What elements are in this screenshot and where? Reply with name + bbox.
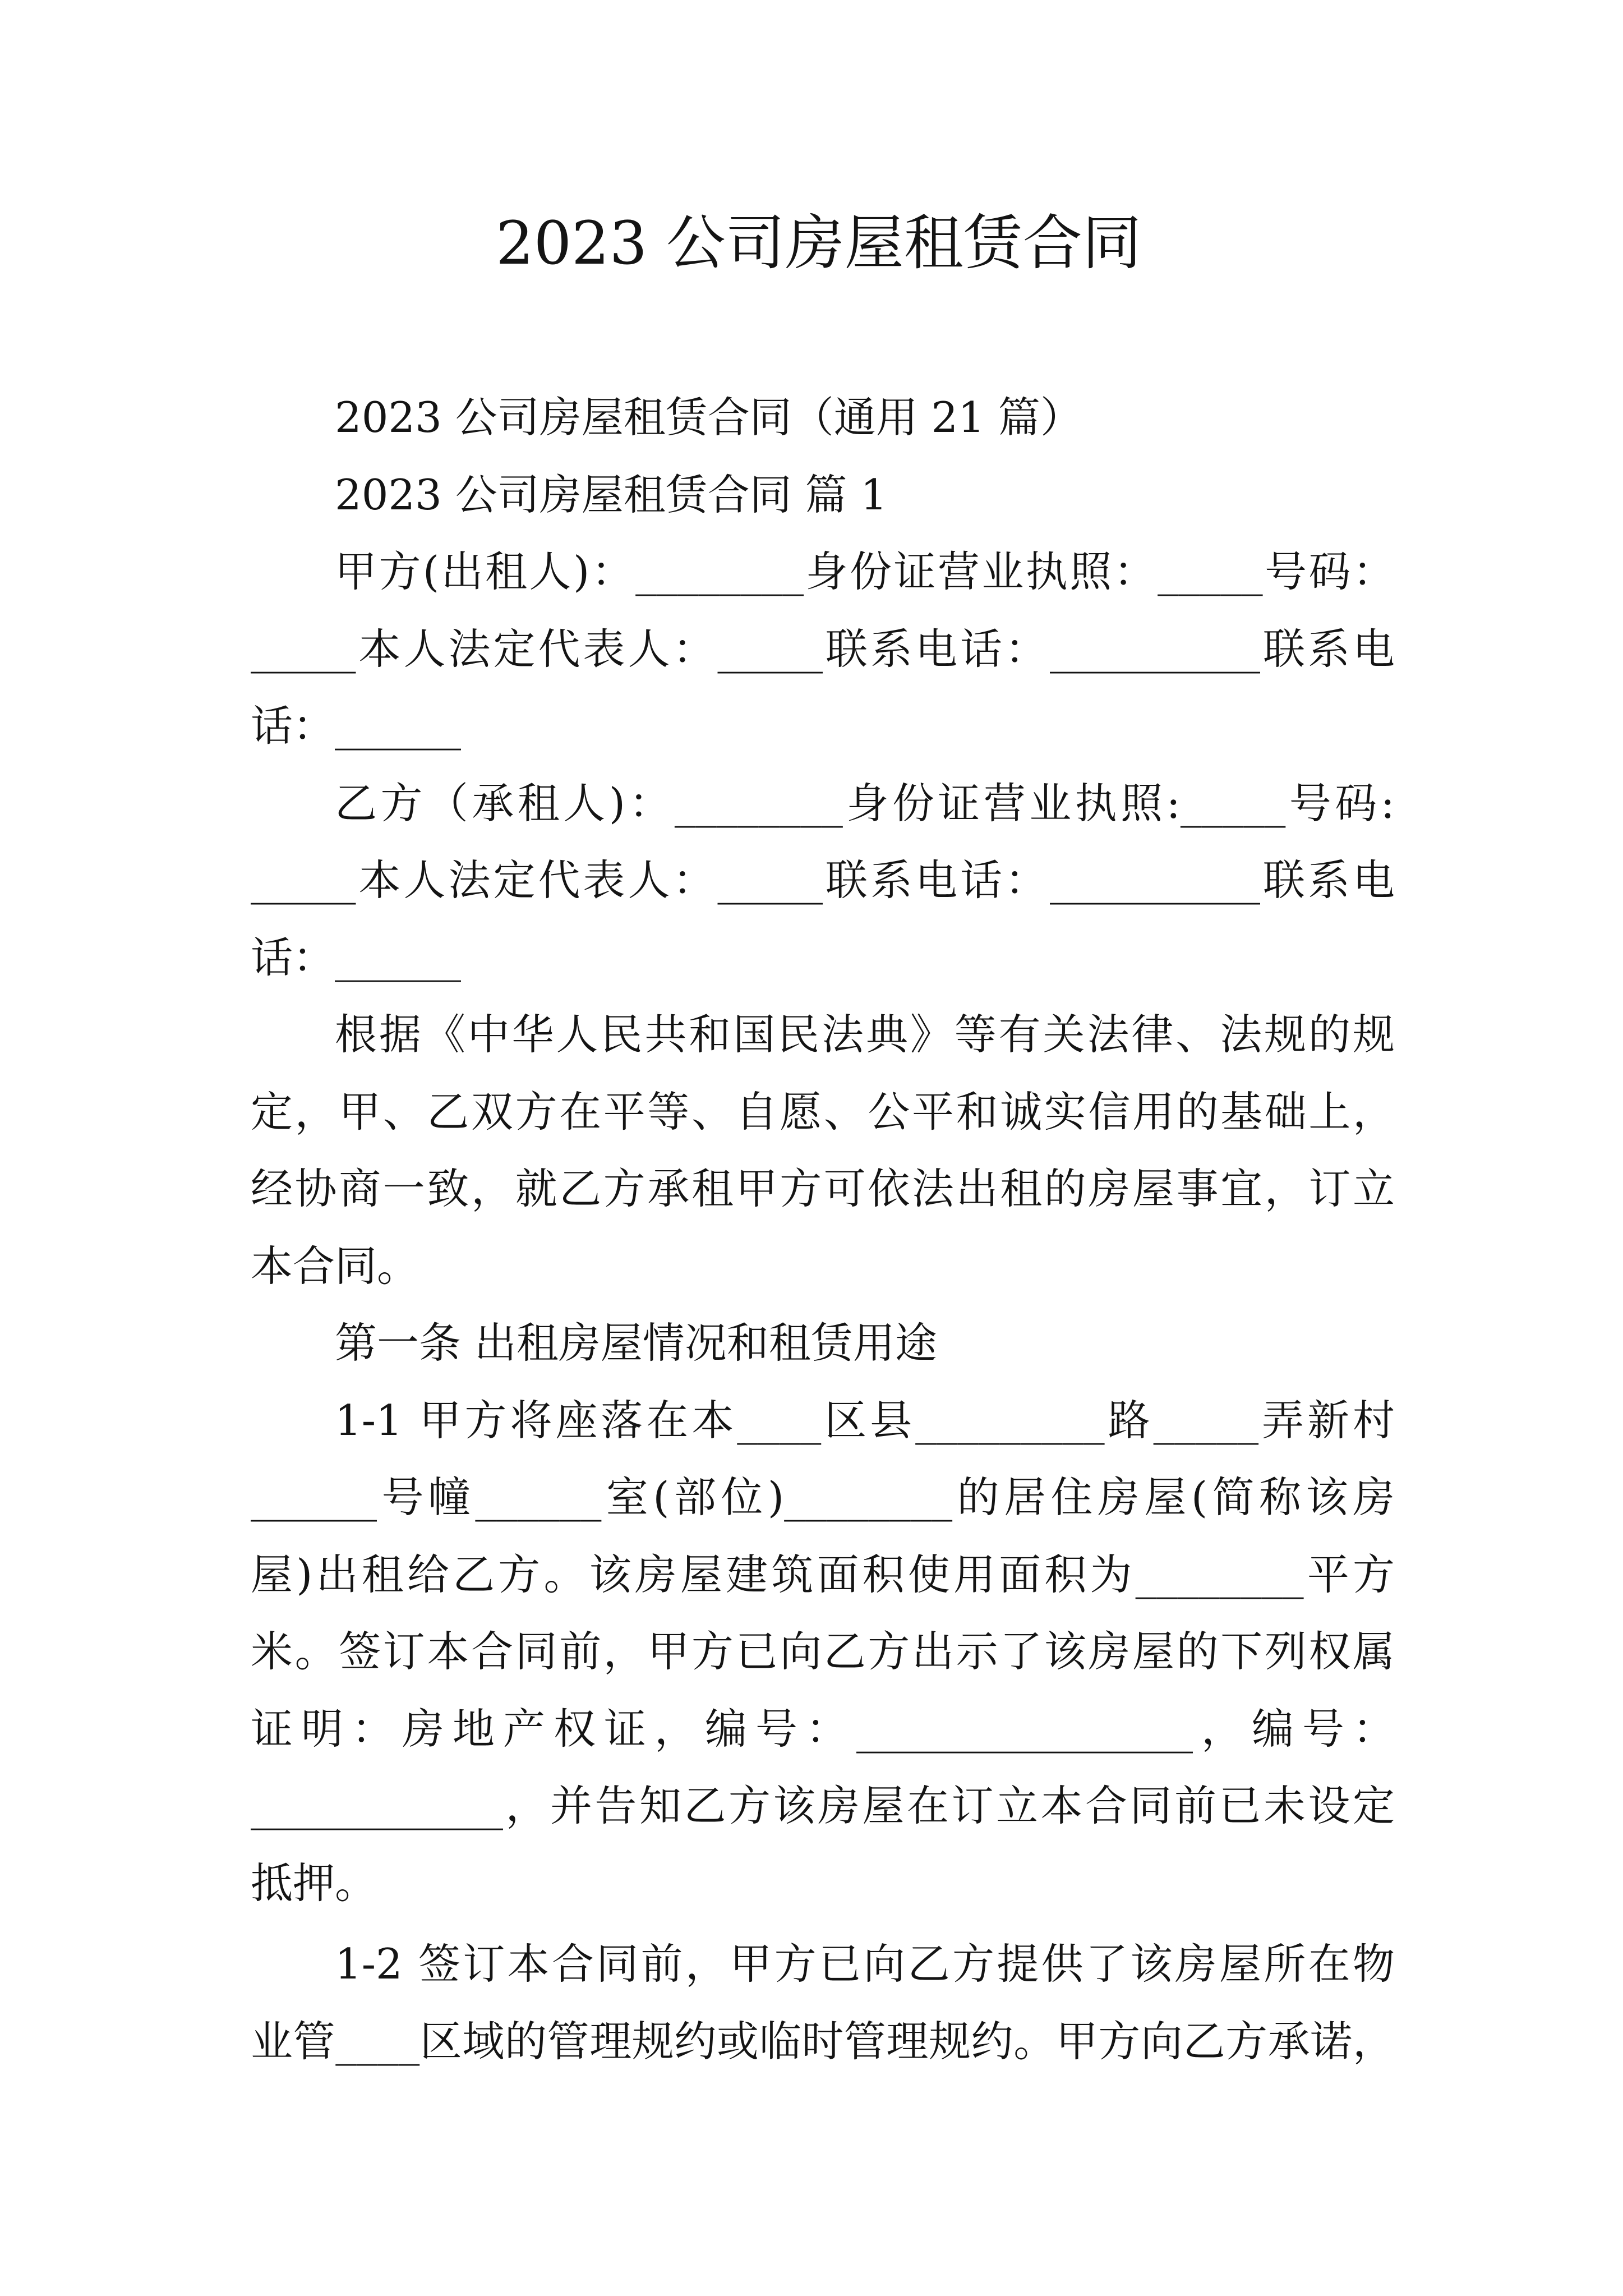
text-line: ____________，并告知乙方该房屋在订立本合同前已未设定: [251, 1781, 1395, 1830]
party-b-info: [251, 765, 1395, 997]
text-line: ______号幢______室(部位)________的居住房屋(简称该房: [251, 1473, 1395, 1522]
text-line: 话：______: [251, 932, 462, 982]
text-line: 经协商一致，就乙方承租甲方可依法出租的房屋事宜，订立: [251, 1164, 1395, 1213]
text-line: 1-2 签订本合同前，甲方已向乙方提供了该房屋所在物: [335, 1939, 1395, 1989]
clause-1-1: [251, 1382, 1395, 1922]
text-line: 第一条 出租房屋情况和租赁用途: [335, 1318, 937, 1368]
text-line: 根据《中华人民共和国民法典》等有关法律、法规的规: [335, 1010, 1395, 1059]
text-line: 1-1 甲方将座落在本____区县_________路_____弄新村: [335, 1395, 1395, 1445]
document-title: 2023 公司房屋租赁合同: [496, 209, 1142, 278]
party-a-info: [251, 533, 1395, 765]
preamble-paragraph: [251, 996, 1395, 1305]
text-line: 定，甲、乙双方在平等、自愿、公平和诚实信用的基础上，: [251, 1087, 1395, 1137]
collection-heading: [251, 379, 1395, 457]
text-line: _____本人法定代表人：_____联系电话：__________联系电: [251, 855, 1395, 905]
article-heading: [251, 457, 1395, 534]
document-body: [251, 379, 1395, 2080]
text-line: 2023 公司房屋租赁合同（通用 21 篇）: [335, 393, 1082, 442]
text-line: 本合同。: [251, 1241, 419, 1291]
text-line: 2023 公司房屋租赁合同 篇 1: [335, 470, 888, 519]
text-line: 乙方（承租人)：________身份证营业执照:_____号码:: [335, 778, 1395, 828]
text-line: 证明：房地产权证，编号：________________，编号：: [251, 1704, 1395, 1754]
text-line: 抵押。: [251, 1858, 377, 1908]
text-line: 米。签订本合同前，甲方已向乙方出示了该房屋的下列权属: [251, 1627, 1395, 1676]
section-heading-article-1: [251, 1305, 1395, 1382]
text-line: _____本人法定代表人：_____联系电话：__________联系电: [251, 624, 1395, 674]
text-line: 屋)出租给乙方。该房屋建筑面积使用面积为________平方: [251, 1549, 1395, 1599]
text-line: 甲方(出租人)：________身份证营业执照：_____号码：: [335, 547, 1395, 596]
text-line: 业管____区域的管理规约或临时管理规约。甲方向乙方承诺，: [251, 2016, 1395, 2066]
text-line: 话：______: [251, 701, 462, 751]
clause-1-2: [251, 1926, 1395, 2080]
